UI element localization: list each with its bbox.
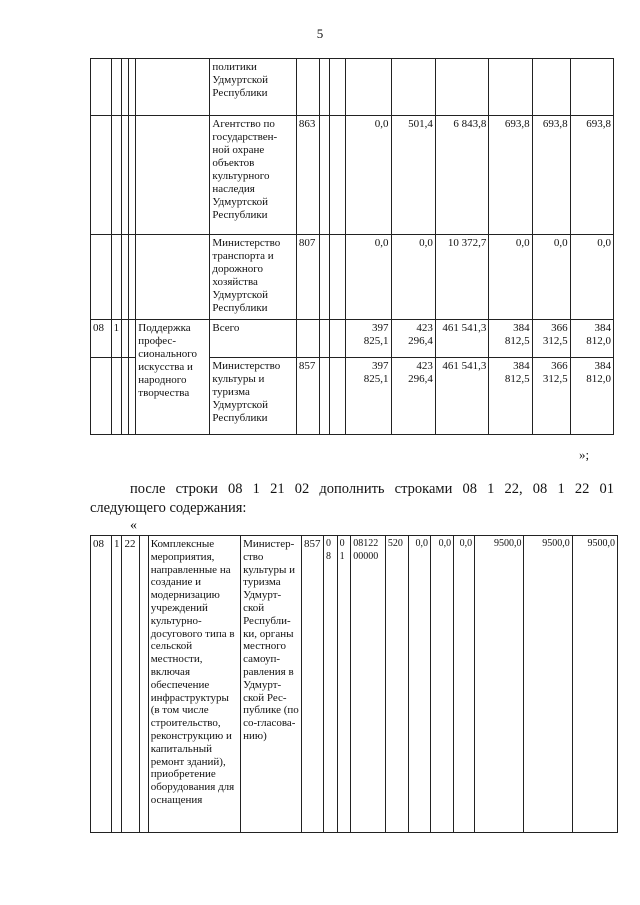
cell-activity: 22 (122, 536, 140, 833)
cell-value: 0,0 (346, 235, 391, 320)
cell-c8 (319, 320, 329, 358)
cell-value: 423 296,4 (391, 320, 435, 358)
cell-value: 0,0 (391, 235, 435, 320)
cell-c9 (329, 235, 345, 320)
cell-subprogram (111, 116, 121, 235)
cell-subactivity (140, 536, 148, 833)
cell-program (91, 116, 112, 235)
cell-value: 384 812,0 (570, 320, 613, 358)
cell-executor: Министерство культуры и туризма Удмуртской Республики (210, 358, 296, 435)
table-row (91, 116, 614, 235)
instruction-paragraph-continuation: следующего содержания: (90, 500, 247, 516)
cell-value: 0,0 (431, 536, 454, 833)
cell-subactivity (129, 116, 136, 235)
cell-value: 9500,0 (524, 536, 572, 833)
cell-value: 397 825,1 (346, 320, 391, 358)
cell-value (391, 59, 435, 116)
cell-title (136, 116, 210, 235)
cell-program: 08 (91, 536, 112, 833)
cell-value: 501,4 (391, 116, 435, 235)
cell-value: 693,8 (532, 116, 570, 235)
cell-value (489, 59, 532, 116)
cell-subactivity (129, 59, 136, 116)
cell-subprogram (111, 358, 121, 435)
cell-value: 693,8 (489, 116, 532, 235)
opening-quote: « (130, 518, 137, 533)
cell-title: Комплексные мероприятия, направленные на создание и модернизацию учреждений культурно-досугового типа в сельской местности, включая обеспечение инфраструктуры (в том числе строительство, реконструкцию и капитальный ремонт зданий), приобретение оборудования для оснащения (148, 536, 240, 833)
cell-subprogram (111, 235, 121, 320)
cell-value: 461 541,3 (435, 358, 489, 435)
cell-title (136, 235, 210, 320)
cell-c9 (329, 320, 345, 358)
cell-subprogram: 1 (111, 536, 121, 833)
cell-grbs (296, 320, 319, 358)
cell-subactivity (129, 358, 136, 435)
cell-c9 (329, 59, 345, 116)
cell-section: 08 (323, 536, 337, 833)
cell-grbs: 863 (296, 116, 319, 235)
cell-executor: политики Удмуртской Республики (210, 59, 296, 116)
cell-grbs: 857 (296, 358, 319, 435)
cell-value: 10 372,7 (435, 235, 489, 320)
table-row (91, 59, 614, 116)
cell-value: 384 812,5 (489, 320, 532, 358)
cell-value (532, 59, 570, 116)
cell-executor: Агентство по государствен-ной охране объектов культурного наследия Удмуртской Республики (210, 116, 296, 235)
cell-value: 384 812,0 (570, 358, 613, 435)
cell-value: 0,0 (570, 235, 613, 320)
cell-c9 (329, 116, 345, 235)
cell-value: 384 812,5 (489, 358, 532, 435)
cell-value (346, 59, 391, 116)
cell-subprogram (111, 59, 121, 116)
cell-program (91, 59, 112, 116)
cell-c8 (319, 235, 329, 320)
cell-executor: Всего (210, 320, 296, 358)
cell-value: 461 541,3 (435, 320, 489, 358)
cell-value (570, 59, 613, 116)
cell-activity (121, 116, 128, 235)
cell-value: 0,0 (409, 536, 431, 833)
table-row (91, 536, 618, 833)
cell-value: 0,0 (346, 116, 391, 235)
cell-subactivity (129, 320, 136, 358)
cell-program (91, 358, 112, 435)
table-row (91, 320, 614, 358)
cell-c9 (329, 358, 345, 435)
table-row (91, 235, 614, 320)
cell-activity (121, 320, 128, 358)
cell-subprogram: 1 (111, 320, 121, 358)
cell-value (435, 59, 489, 116)
cell-title: Поддержка профес-сионального искусства и народного творчества (136, 320, 210, 435)
cell-executor: Министер-ство культуры и туризма Удмурт-ской Республи-ки, органы местного самоуп-равления в Удмурт-ской Рес-публике (по со-гласова-нию) (241, 536, 302, 833)
cell-value: 6 843,8 (435, 116, 489, 235)
cell-program: 08 (91, 320, 112, 358)
cell-activity (121, 59, 128, 116)
budget-table-continued (90, 58, 614, 435)
cell-value: 366 312,5 (532, 358, 570, 435)
budget-table-addition (90, 535, 618, 833)
cell-value: 0,0 (532, 235, 570, 320)
cell-grbs (296, 59, 319, 116)
cell-program (91, 235, 112, 320)
cell-target-article: 08122 00000 (351, 536, 386, 833)
cell-value: 397 825,1 (346, 358, 391, 435)
cell-c8 (319, 358, 329, 435)
cell-value: 366 312,5 (532, 320, 570, 358)
cell-value: 423 296,4 (391, 358, 435, 435)
cell-c8 (319, 116, 329, 235)
cell-activity (121, 235, 128, 320)
closing-quote: »; (579, 447, 590, 462)
cell-grbs: 857 (301, 536, 323, 833)
page-number: 5 (316, 26, 324, 41)
cell-value: 0,0 (454, 536, 475, 833)
cell-value: 0,0 (489, 235, 532, 320)
cell-c8 (319, 59, 329, 116)
cell-activity (121, 358, 128, 435)
cell-subsection: 01 (337, 536, 351, 833)
cell-expense-type: 520 (385, 536, 408, 833)
cell-executor: Министерство транспорта и дорожного хозяйства Удмуртской Республики (210, 235, 296, 320)
cell-subactivity (129, 235, 136, 320)
instruction-paragraph: после строки 08 1 21 02 дополнить строками 08 1 22, 08 1 22 01 (130, 481, 614, 497)
cell-grbs: 807 (296, 235, 319, 320)
cell-value: 9500,0 (572, 536, 617, 833)
cell-value: 9500,0 (475, 536, 524, 833)
cell-title (136, 59, 210, 116)
cell-value: 693,8 (570, 116, 613, 235)
